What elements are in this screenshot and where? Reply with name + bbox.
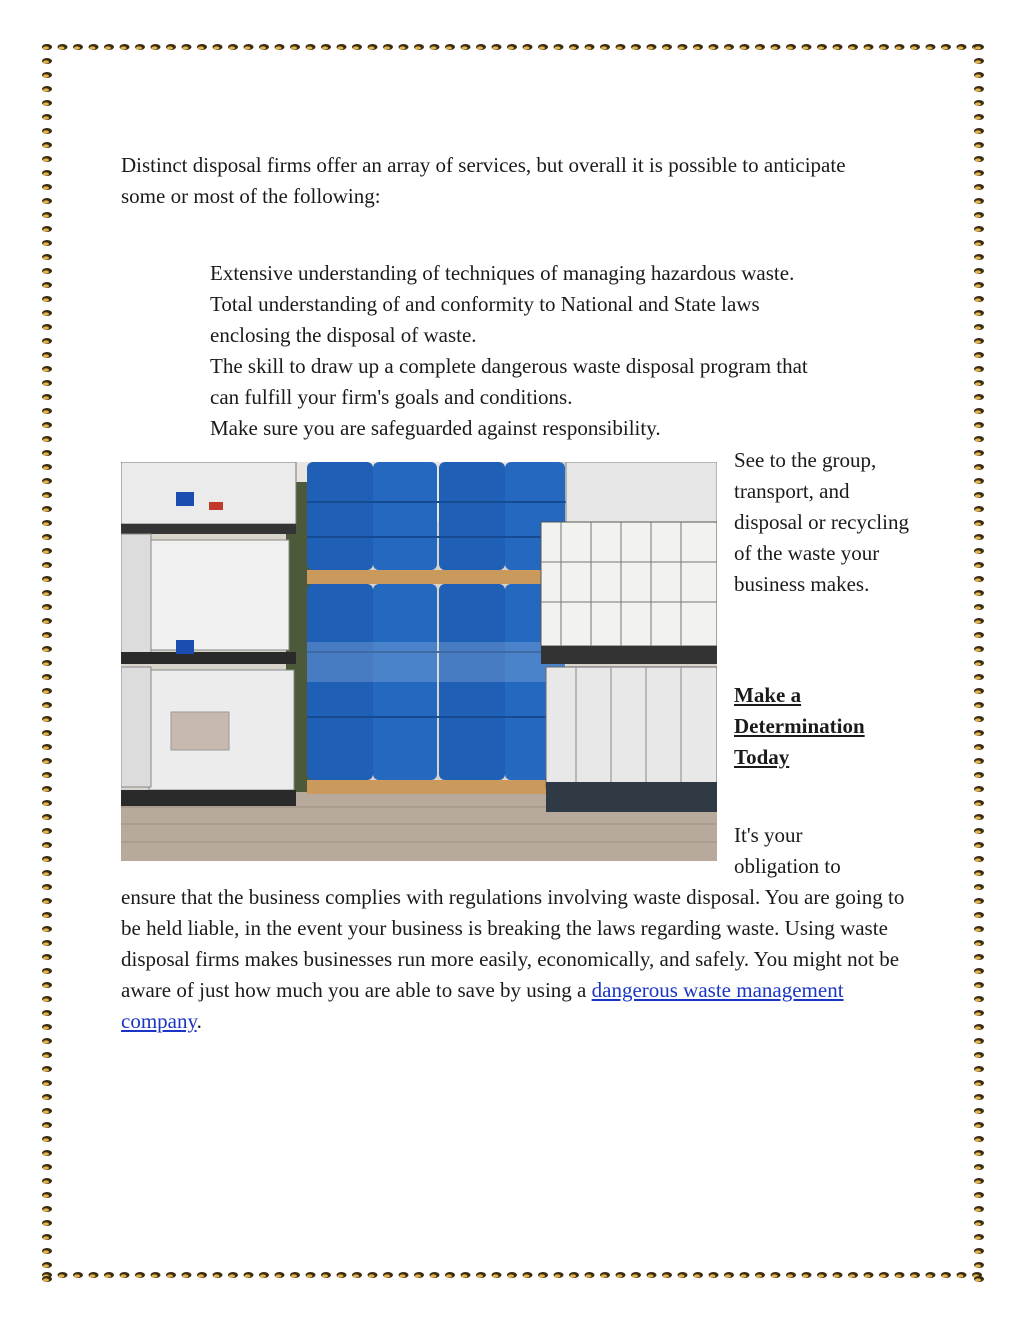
list-item: can fulfill your firm's goals and conditions. — [210, 385, 573, 409]
leaf-border-icon — [40, 40, 986, 54]
page-border-bottom — [40, 1268, 986, 1282]
page-border-top — [40, 40, 986, 54]
heading-line: Determination — [734, 714, 865, 738]
intro-paragraph: Distinct disposal firms offer an array of services, but overall it is possible to anticipate some or most of the following: — [121, 153, 846, 208]
services-list — [210, 258, 910, 444]
obligation-line: It's your — [734, 823, 803, 847]
closing-period: . — [196, 1009, 202, 1033]
blue-barrels — [307, 462, 567, 794]
left-tote-stack — [121, 462, 296, 806]
heading-line: Today — [734, 745, 790, 769]
right-tote-stack — [541, 462, 717, 812]
list-item: enclosing the disposal of waste. — [210, 323, 477, 347]
page-border-right — [972, 40, 986, 1282]
page-border-left — [40, 40, 54, 1282]
list-item: Extensive understanding of techniques of managing hazardous waste. — [210, 261, 795, 285]
heading-line: Make a — [734, 683, 802, 707]
management-company-link[interactable]: dangerous waste management company — [121, 978, 844, 1033]
closing-text: ensure that the business complies with regulations involving waste disposal. You are going to be held liable, in the event your business is breaking the laws regarding waste. Using waste disposal firms makes businesses run more easily, economically, and safely. You might not be aware of just how much you are able to save by using a — [121, 885, 905, 1002]
waste-containers-photo — [121, 462, 717, 861]
obligation-text — [734, 820, 909, 882]
closing-paragraph — [121, 882, 911, 1037]
leaf-border-icon — [40, 40, 54, 1282]
list-item: Make sure you are safeguarded against responsibility. — [210, 416, 661, 440]
side-paragraph: See to the group, transport, and disposal or recycling of the waste your business makes. — [734, 448, 909, 596]
leaf-border-icon — [40, 1268, 986, 1282]
leaf-border-icon — [972, 40, 986, 1282]
section-heading — [734, 680, 909, 773]
list-item: The skill to draw up a complete dangerous waste disposal program that — [210, 354, 808, 378]
obligation-line: obligation to — [734, 854, 841, 878]
list-item: Total understanding of and conformity to National and State laws — [210, 292, 760, 316]
